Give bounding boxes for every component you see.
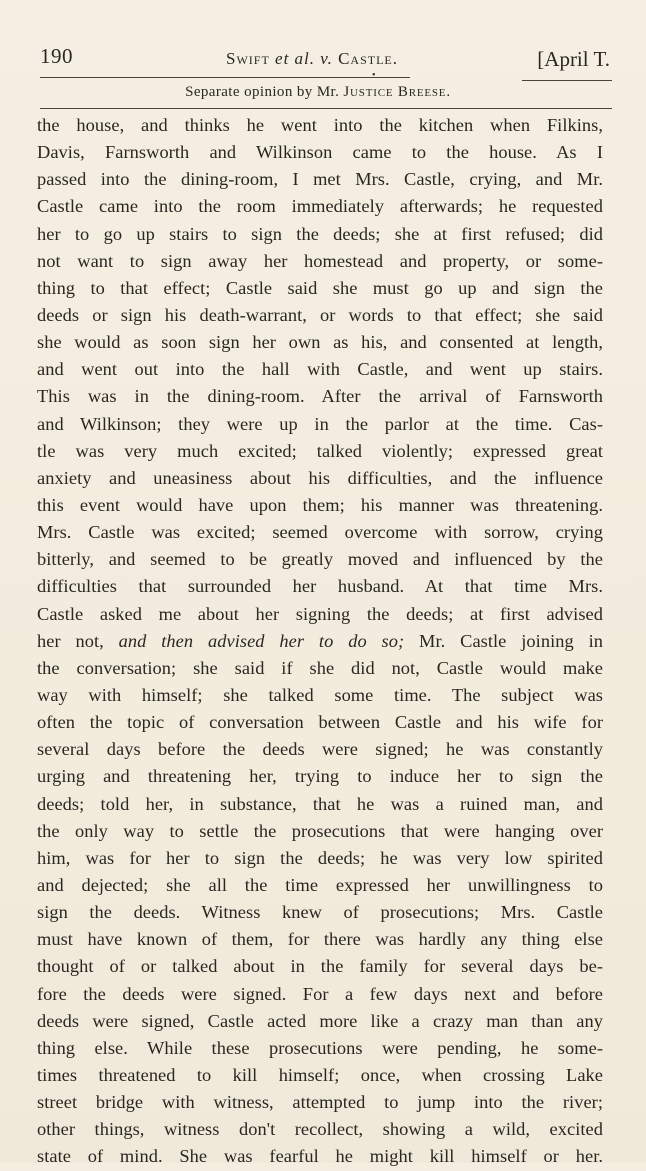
text-line: times threatened to kill himself; once, when crossing Lake [37, 1064, 603, 1085]
text-line: difficulties that surrounded her husband. At that time Mrs. [37, 576, 603, 597]
text-line: often the topic of conversation between Castle and his wife for [37, 712, 603, 733]
text-line: state of mind. She was fearful he might kill himself or her. [37, 1146, 603, 1167]
text-line: thing to that effect; Castle said she must go up and sign the [37, 277, 603, 298]
page-number: 190 [40, 44, 73, 68]
text-line: and dejected; she all the time expressed her unwillingness to [37, 874, 603, 895]
text-line: sign the deeds. Witness knew of prosecutions; Mrs. Castle [37, 902, 603, 923]
text-line: Castle came into the room immediately afterwards; he requested [37, 196, 603, 217]
text-line: anxiety and uneasiness about his difficulties, and the influence [37, 467, 603, 488]
text-line: This was in the dining-room. After the arrival of Farnsworth [37, 386, 603, 407]
page-header [40, 44, 610, 84]
subheading-prefix: Separate opinion by Mr. [185, 84, 344, 100]
text-line: deeds or sign his death-warrant, or words to that effect; she said [37, 304, 603, 325]
text-line: the conversation; she said if she did not, Castle would make [37, 657, 603, 678]
text-line [37, 628, 603, 655]
text-line: her to go up stairs to sign the deeds; she at first refused; did [37, 223, 603, 244]
text-line: deeds; told her, in substance, that he was a ruined man, and [37, 793, 603, 814]
text-line: Davis, Farnsworth and Wilkinson came to the house. As I [37, 142, 603, 163]
subheading-rule [40, 108, 612, 109]
text-line: tle was very much excited; talked violently; expressed great [37, 440, 603, 461]
court-term: [April T. [537, 47, 610, 71]
body-text [37, 112, 603, 1170]
running-title-plaintiff: Swift [226, 49, 276, 68]
text-line: other things, witness don't recollect, showing a wild, excited [37, 1119, 603, 1140]
running-title [226, 49, 398, 69]
running-title-defendant: Castle. [332, 49, 398, 68]
text-line: urging and threatening her, trying to induce her to sign the [37, 766, 603, 787]
text-line-segment: Mr. Castle joining in [404, 630, 603, 651]
text-line: Castle asked me about her signing the deeds; at first advised [37, 603, 603, 624]
text-line: and went out into the hall with Castle, and went up stairs. [37, 359, 603, 380]
text-line: this event would have upon them; his manner was threatening. [37, 494, 603, 515]
text-line: and Wilkinson; they were up in the parlor at the time. Cas- [37, 413, 603, 434]
text-line: several days before the deeds were signed; he was constantly [37, 739, 603, 760]
subheading-justice-name: Justice Breese. [343, 84, 451, 100]
text-line: fore the deeds were signed. For a few days next and before [37, 983, 603, 1004]
header-rule-right [522, 80, 612, 81]
running-title-et-al: et al. [275, 49, 316, 68]
text-line: must have known of them, for there was hardly any thing else [37, 929, 603, 950]
italic-emphasis: and then advised her to do so; [118, 630, 405, 651]
text-line: thing else. While these prosecutions were pending, he some- [37, 1037, 603, 1058]
text-line: the only way to settle the prosecutions that were hanging over [37, 820, 603, 841]
text-line: way with himself; she talked some time. The subject was [37, 684, 603, 705]
header-rule-dot: • [372, 70, 376, 81]
text-line: him, was for her to sign the deeds; he was very low spirited [37, 847, 603, 868]
text-line-segment: her not, [37, 630, 119, 651]
opinion-subheading [40, 84, 596, 101]
text-line: bitterly, and seemed to be greatly moved and influenced by the [37, 549, 603, 570]
text-line: passed into the dining-room, I met Mrs. Castle, crying, and Mr. [37, 169, 603, 190]
text-line: not want to sign away her homestead and property, or some- [37, 250, 603, 271]
text-line: Mrs. Castle was excited; seemed overcome with sorrow, crying [37, 522, 603, 543]
running-title-versus: v. [320, 49, 333, 68]
text-line: thought of or talked about in the family for several days be- [37, 956, 603, 977]
text-line: street bridge with witness, attempted to jump into the river; [37, 1092, 603, 1113]
text-line: the house, and thinks he went into the kitchen when Filkins, [37, 115, 603, 135]
text-line: she would as soon sign her own as his, and consented at length, [37, 332, 603, 353]
header-rule-left [40, 77, 410, 78]
text-line: deeds were signed, Castle acted more like a crazy man than any [37, 1010, 603, 1031]
